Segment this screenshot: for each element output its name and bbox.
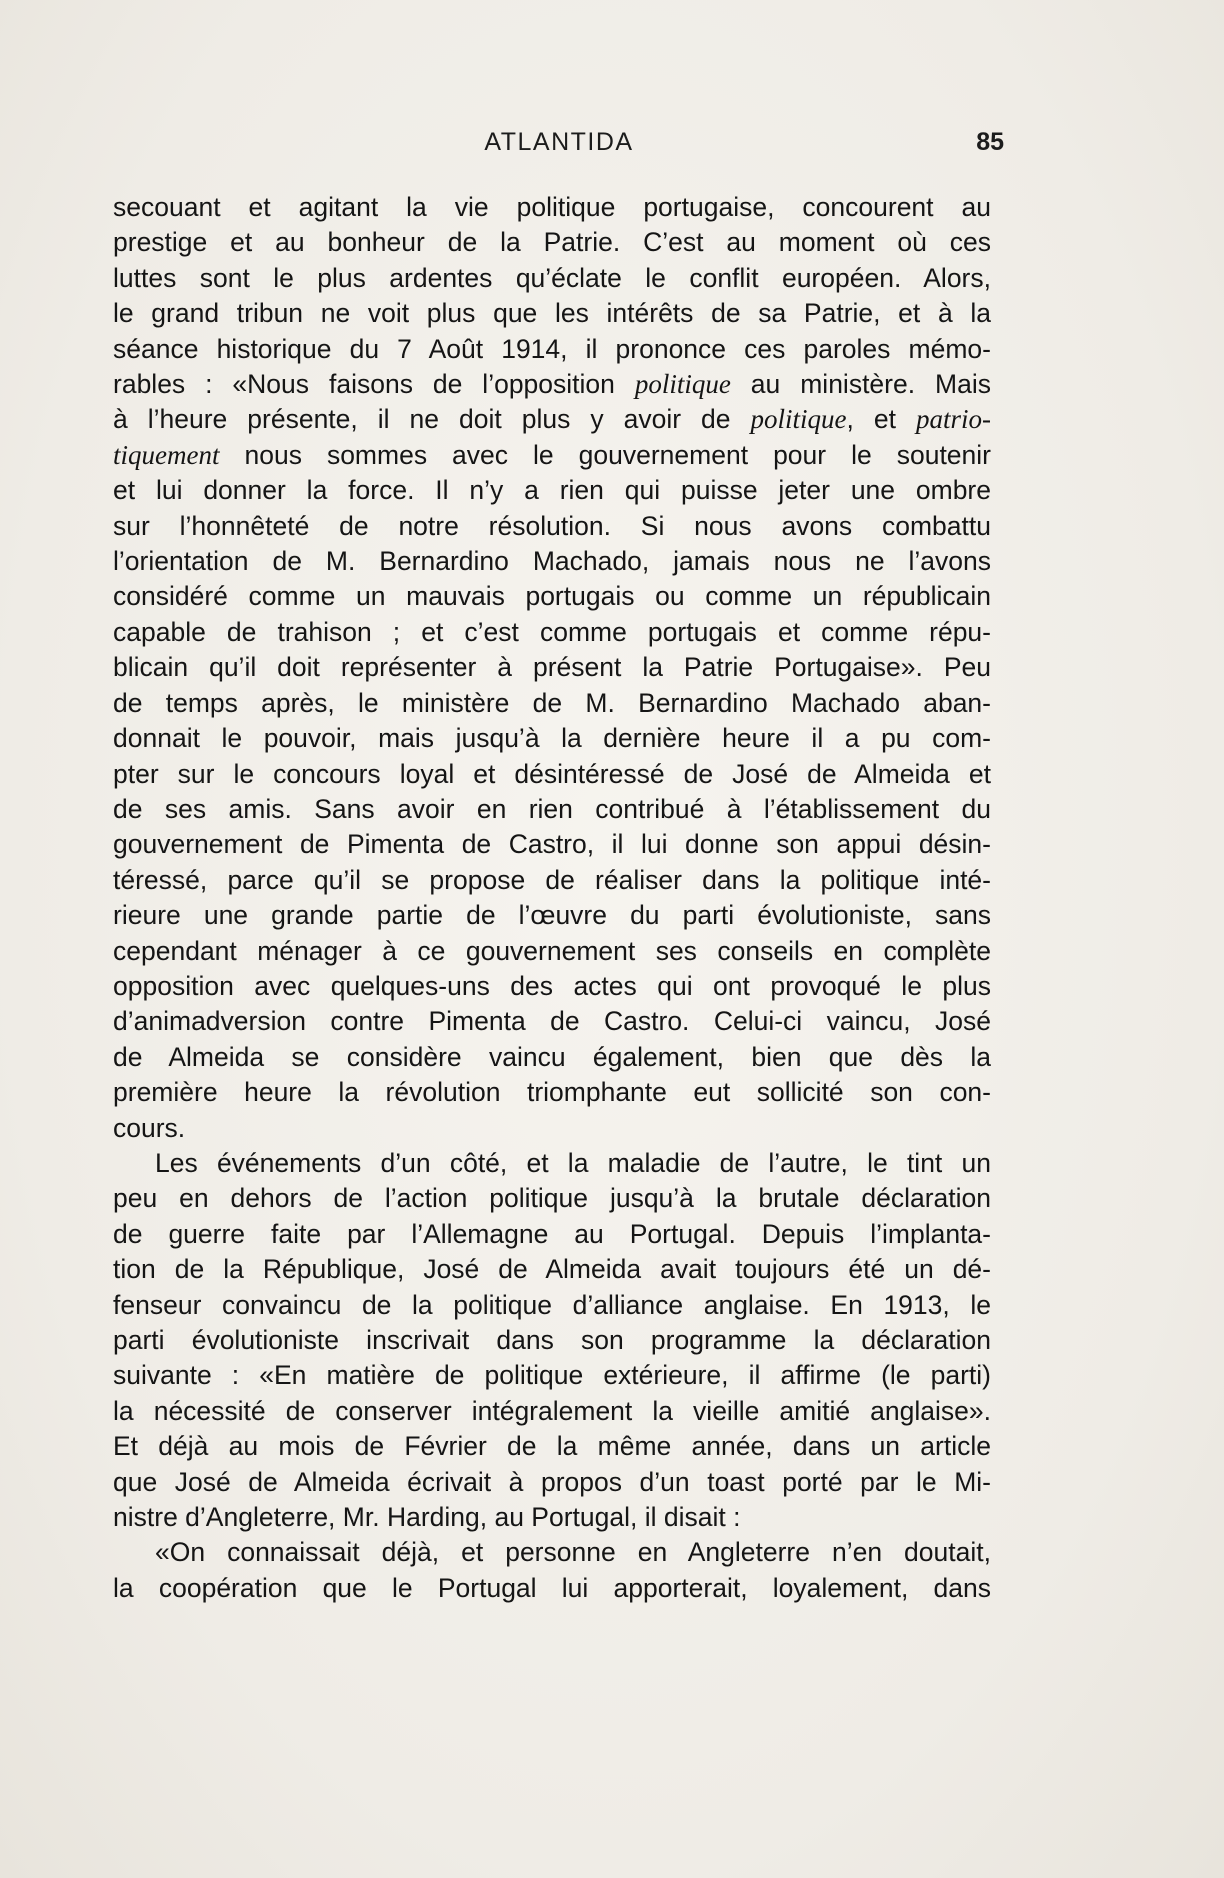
- italic-word: politique: [750, 404, 847, 435]
- text-line: gouvernement de Pimenta de Castro, il lui donne son appui désin-: [113, 829, 991, 860]
- text-line: considéré comme un mauvais portugais ou comme un républicain: [113, 581, 991, 612]
- text-line: Les événements d’un côté, et la maladie de l’autre, le tint un: [155, 1147, 991, 1178]
- text-line: secouant et agitant la vie politique portugaise, concourent au: [113, 192, 991, 222]
- text-line: cependant ménager à ce gouvernement ses conseils en complète: [113, 935, 991, 966]
- page-number: 85: [976, 128, 1004, 156]
- text-line: le grand tribun ne voit plus que les intérêts de sa Patrie, et à la: [113, 298, 991, 329]
- text-line: cours.: [113, 1112, 186, 1143]
- text-line: nistre d’Angleterre, Mr. Harding, au Portugal, il disait :: [113, 1502, 741, 1533]
- text-line: téressé, parce qu’il se propose de réaliser dans la politique inté-: [113, 864, 991, 895]
- text-line: opposition avec quelques-uns des actes qui ont provoqué le plus: [113, 970, 991, 1001]
- text-line: [113, 402, 991, 437]
- text-line: prestige et au bonheur de la Patrie. C’est au moment où ces: [113, 227, 991, 258]
- italic-word: patrio-: [915, 404, 991, 435]
- text-run: à l’heure présente, il ne doit plus y avoir de: [113, 404, 751, 435]
- text-run: nous sommes avec le gouvernement pour le soutenir: [219, 439, 991, 470]
- text-line: de ses amis. Sans avoir en rien contribué à l’établissement du: [113, 793, 991, 824]
- text-line: peu en dehors de l’action politique jusqu’à la brutale déclaration: [113, 1183, 991, 1214]
- text-line: pter sur le concours loyal et désintéressé de José de Almeida et: [113, 758, 991, 789]
- text-line: la coopération que le Portugal lui apporterait, loyalement, dans: [113, 1572, 991, 1603]
- text-line: de temps après, le ministère de M. Bernardino Machado aban-: [113, 687, 991, 718]
- italic-word: politique: [634, 369, 731, 400]
- text-line: [113, 367, 991, 402]
- body-text: [113, 190, 991, 1606]
- text-line: fenseur convaincu de la politique d’alliance anglaise. En 1913, le: [113, 1289, 991, 1320]
- text-line: sur l’honnêteté de notre résolution. Si nous avons combattu: [113, 510, 991, 541]
- text-line: que José de Almeida écrivait à propos d’un toast porté par le Mi-: [113, 1466, 991, 1497]
- text-line: la nécessité de conserver intégralement la vieille amitié anglaise».: [113, 1395, 991, 1426]
- text-line: de guerre faite par l’Allemagne au Portugal. Depuis l’implanta-: [113, 1218, 991, 1249]
- text-line: donnait le pouvoir, mais jusqu’à la dernière heure il a pu com-: [113, 723, 991, 754]
- italic-word: tiquement: [113, 439, 220, 470]
- text-line: de Almeida se considère vaincu également, bien que dès la: [113, 1041, 991, 1072]
- text-line: [113, 438, 991, 473]
- text-line: séance historique du 7 Août 1914, il prononce ces paroles mémo-: [113, 333, 991, 364]
- running-title: ATLANTIDA: [484, 128, 634, 156]
- text-line: capable de trahison ; et c’est comme portugais et comme répu-: [113, 616, 991, 647]
- text-line: d’animadversion contre Pimenta de Castro. Celui-ci vaincu, José: [113, 1006, 991, 1037]
- text-line: Et déjà au mois de Février de la même année, dans un article: [113, 1431, 991, 1462]
- text-line: l’orientation de M. Bernardino Machado, jamais nous ne l’avons: [113, 546, 991, 577]
- text-line: luttes sont le plus ardentes qu’éclate le conflit européen. Alors,: [113, 262, 991, 293]
- text-line: tion de la République, José de Almeida avait toujours été un dé-: [113, 1254, 991, 1285]
- text-line: «On connaissait déjà, et personne en Angleterre n’en doutait,: [155, 1537, 991, 1568]
- text-line: parti évolutioniste inscrivait dans son programme la déclaration: [113, 1325, 991, 1355]
- text-line: première heure la révolution triomphante eut sollicité son con-: [113, 1077, 991, 1108]
- text-line: et lui donner la force. Il n’y a rien qui puisse jeter une ombre: [113, 475, 991, 506]
- text-run: rables : «Nous faisons de l’opposition: [113, 369, 635, 400]
- running-head: [114, 122, 1004, 162]
- text-line: rieure une grande partie de l’œuvre du parti évolutioniste, sans: [113, 900, 991, 931]
- text-run: au ministère. Mais: [730, 369, 991, 400]
- text-run: , et: [846, 404, 916, 435]
- text-line: suivante : «En matière de politique extérieure, il affirme (le parti): [113, 1360, 991, 1391]
- text-line: blicain qu’il doit représenter à présent la Patrie Portugaise». Peu: [113, 652, 991, 683]
